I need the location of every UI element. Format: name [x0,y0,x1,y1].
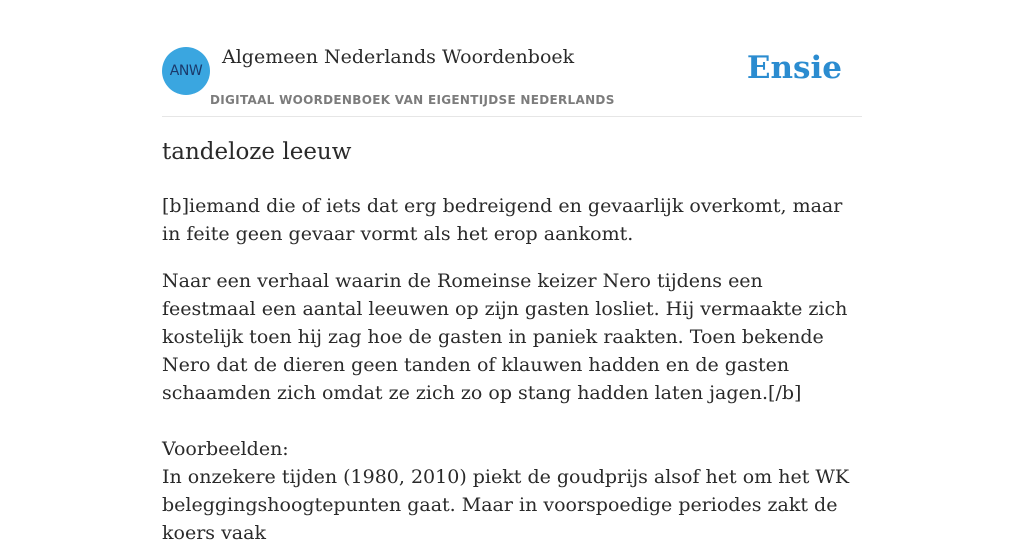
site-title[interactable]: Algemeen Nederlands Woordenboek [222,46,575,68]
entry-content: Naar een verhaal waarin de Romeinse keizer Nero tijdens een feestmaal een aantal leeuwen op zijn gasten losliet. Hij vermaakte zich kostelijk toen hij zag hoe de gasten in paniek raakten. Toen bekende Nero dat de dieren geen tanden of klauwen hadden en de gasten schaamden zich omdat ze zich zo op stang hadden laten jagen.[/b] Voorbeelden: In onzekere tijden (1980, 2010) piekt de goudprijs alsof het om het WK beleggingshoogtepunten gaat. Maar in voorspoedige periodes zakt de koers vaak [162,270,850,544]
entry-definition: [b]iemand die of iets dat erg bedreigend en gevaarlijk overkomt, maar in feite geen gevaar vormt als het erop aankomt. [162,195,843,245]
logo-text: ANW [169,63,203,79]
entry-term: tandeloze leeuw [162,139,352,165]
ensie-brand-link[interactable]: Ensie [746,50,842,86]
page [162,0,862,544]
anw-logo[interactable] [162,47,210,95]
site-subtitle: DIGITAAL WOORDENBOEK VAN EIGENTIJDSE NEDERLANDS [210,93,615,107]
site-header [162,0,862,117]
